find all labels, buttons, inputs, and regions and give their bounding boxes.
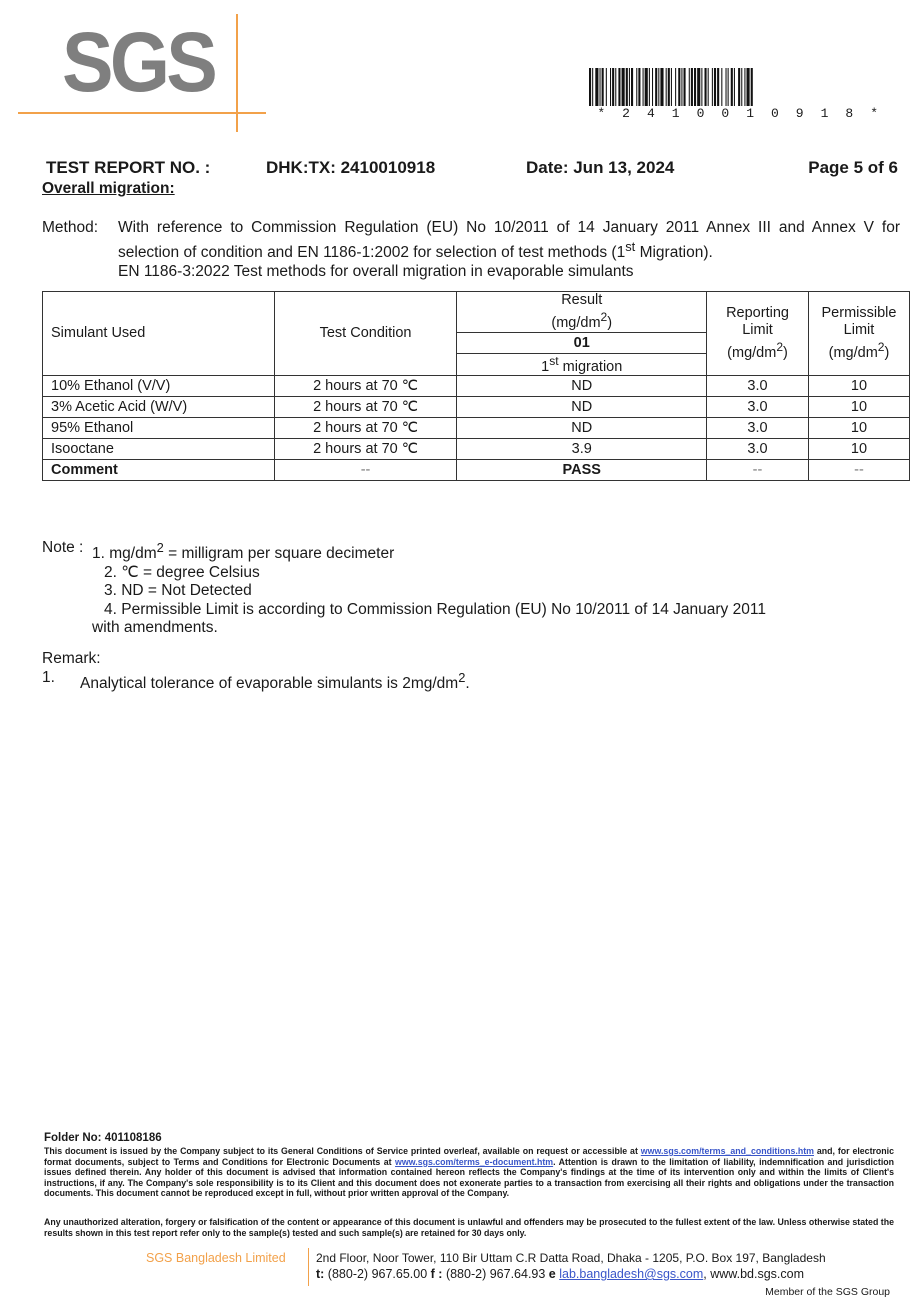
barcode-bar [721,68,722,106]
barcode-bar [606,68,607,106]
barcode-bar [652,68,653,106]
remark-label: Remark: [42,650,101,667]
barcode-bar [658,68,659,106]
terms-link[interactable]: www.sgs.com/terms_and_conditions.htm [640,1146,814,1156]
barcode-bar [701,68,702,106]
cell-permissible-limit: 10 [808,396,909,417]
note-item: 2. ℃ = degree Celsius [104,563,260,581]
logo-accent-line-horizontal [18,112,266,114]
barcode-bar [684,68,686,106]
cell-comment-condition: -- [274,459,457,480]
cell-condition: 2 hours at 70 ℃ [274,438,457,459]
barcode-bar [660,68,663,106]
barcode-bar [629,68,630,106]
barcode-bar [618,68,620,106]
sgs-logo [62,15,247,109]
comment-row [43,459,910,480]
barcode-bar [649,68,650,106]
page-number: Page 5 of 6 [808,158,898,177]
barcode-bar [602,68,604,106]
barcode-image [589,68,891,106]
forgery-disclaimer: Any unauthorized alteration, forgery or falsification of the content or appearance of this document is unlawful and offenders may be prosecuted to the fullest extent of the law. Unless otherwise stated the results shown in this test report refer only to the sample(s) tested and such sample(s) are retained for 30 days only. [44,1217,894,1238]
barcode-bar [631,68,633,106]
notes-section [42,539,902,638]
barcode-bar [708,68,709,106]
remark-section [42,649,470,693]
folder-number: Folder No: 401108186 [44,1132,162,1144]
cell-reporting-limit: 3.0 [707,396,809,417]
barcode-bar [714,68,716,106]
note-item: 1. $mg/dm^2$ = milligram per square decimeter [92,540,395,563]
terms-disclaimer: This document is issued by the Company subject to its General Conditions of Service printed overleaf, available on request or accessible at www.sgs.com/terms_and_conditions.htm and, for electronic format documents, subject to Terms and Conditions for Electronic Documents at www.sgs.com/terms_e-document.htm. Attention is drawn to the limitation of liability, indemnification and jurisdiction issues defined therein. Any holder of this document is advised that information contained hereon reflects the Company's findings at the time of its intervention only and within the limits of Client's instructions, if any. The Company's sole responsibility is to its Client and this document does not exonerate parties to a transaction from exercising all their rights and obligations under the transaction documents. This document cannot be reproduced except in full, without prior written approval of the Company. [44,1146,895,1199]
note-item-continuation: with amendments. [92,619,218,637]
header-test-condition: Test Condition [274,292,457,376]
barcode-bar [645,68,648,106]
logo-accent-line-vertical [236,14,238,132]
logo-text: SGS [62,15,215,109]
barcode-bar [694,68,696,106]
cell-condition: 2 hours at 70 ℃ [274,396,457,417]
method-label: Method: [42,219,99,236]
email-link[interactable]: lab.bangladesh@sgs.com [559,1267,704,1281]
barcode-bar [747,68,750,106]
note-item: 3. ND = Not Detected [104,582,252,600]
table-row [43,396,910,417]
cell-condition: 2 hours at 70 ℃ [274,417,457,438]
method-text: With reference to Commission Regulation (EU) No 10/2011 of 14 January 2011 Annex III and Annex V for selection of condition and EN 1186-1:2002 for selection of test methods (1st Migration). [118,219,900,262]
barcode-bar [726,68,727,106]
barcode-bar [691,68,693,106]
footer-divider [308,1248,309,1286]
cell-simulant: 95% Ethanol [43,417,275,438]
barcode-bar [638,68,640,106]
barcode-bar [589,68,591,106]
barcode-bar [751,68,753,106]
cell-simulant: 3% Acetic Acid (W/V) [43,396,275,417]
contact-line: t: (880-2) 967.65.00 f : (880-2) 967.64.93 e lab.bangladesh@sgs.com, www.bd.sgs.com [316,1267,804,1281]
cell-condition: 2 hours at 70 ℃ [274,375,457,396]
barcode-bar [734,68,735,106]
table-row [43,417,910,438]
barcode-bar [655,68,657,106]
barcode-bar [717,68,719,106]
method-paragraph [42,218,900,281]
cell-comment-label: Comment [43,459,275,480]
barcode-bar [592,68,593,106]
table-row [43,438,910,459]
report-no-label: TEST REPORT NO. : [46,158,211,177]
report-header [46,158,898,180]
barcode-text: * 2 4 1 0 0 1 0 9 1 8 * [597,106,883,121]
barcode-bar [668,68,670,106]
cell-result: ND [457,417,707,438]
cell-simulant: 10% Ethanol (V/V) [43,375,275,396]
barcode-bar [615,68,616,106]
cell-comment-reporting: -- [707,459,809,480]
cell-reporting-limit: 3.0 [707,375,809,396]
cell-reporting-limit: 3.0 [707,417,809,438]
header-reporting-limit: Reporting Limit $(mg/dm^2)$ [707,292,809,376]
results-table [42,291,910,481]
barcode-bar [705,68,707,106]
barcode-bar [689,68,690,106]
barcode-bar [675,68,676,106]
notes-label: Note : [42,539,84,556]
header-result: Result $(mg/dm^2)$ [457,292,707,333]
method-standard: EN 1186-3:2022 Test methods for overall migration in evaporable simulants [118,263,634,281]
barcode-bar [666,68,667,106]
cell-simulant: Isooctane [43,438,275,459]
barcode-bar [610,68,611,106]
company-address: 2nd Floor, Noor Tower, 110 Bir Uttam C.R Datta Road, Dhaka - 1205, P.O. Box 197, Bangladesh [316,1251,826,1265]
barcode-bar [697,68,700,106]
barcode-bar [622,68,625,106]
barcode-bar [643,68,644,106]
barcode-bar [744,68,745,106]
cell-comment-permissible: -- [808,459,909,480]
terms-e-document-link[interactable]: www.sgs.com/terms_e-document.htm [395,1156,554,1167]
cell-permissible-limit: 10 [808,375,909,396]
note-item: 4. Permissible Limit is according to Commission Regulation (EU) No 10/2011 of 14 January 2011 [104,600,766,618]
header-simulant: Simulant Used [43,292,275,376]
table-header-row [43,292,910,333]
cell-permissible-limit: 10 [808,438,909,459]
cell-result: ND [457,396,707,417]
header-sample-no: 01 [457,332,707,353]
barcode-bar [728,68,729,106]
header-migration: 1st migration [457,353,707,375]
company-name: SGS Bangladesh Limited [146,1251,286,1265]
cell-comment-result: PASS [457,459,707,480]
barcode-bar [612,68,614,106]
barcode-bar [741,68,742,106]
barcode-bar [712,68,713,106]
website: , www.bd.sgs.com [703,1267,804,1281]
cell-permissible-limit: 10 [808,417,909,438]
barcode-bar [626,68,628,106]
cell-reporting-limit: 3.0 [707,438,809,459]
barcode-bar [731,68,733,106]
cell-result: ND [457,375,707,396]
barcode-bar [636,68,637,106]
barcode-bar [681,68,682,106]
header-permissible-limit: Permissible Limit $(mg/dm^2)$ [808,292,909,376]
report-number: DHK:TX: 2410010918 [266,158,436,177]
table-row [43,375,910,396]
section-title: Overall migration: [42,180,175,197]
member-of-sgs-group: Member of the SGS Group [765,1286,890,1298]
barcode-bar [595,68,598,106]
report-date: Date: Jun 13, 2024 [526,158,675,177]
remark-item: 1. Analytical tolerance of evaporable simulants is $2mg/dm^2$. [42,669,470,693]
barcode-bar [678,68,680,106]
barcode-bar [738,68,740,106]
cell-result: 3.9 [457,438,707,459]
barcode-bar [671,68,672,106]
barcode-bar [600,68,601,106]
